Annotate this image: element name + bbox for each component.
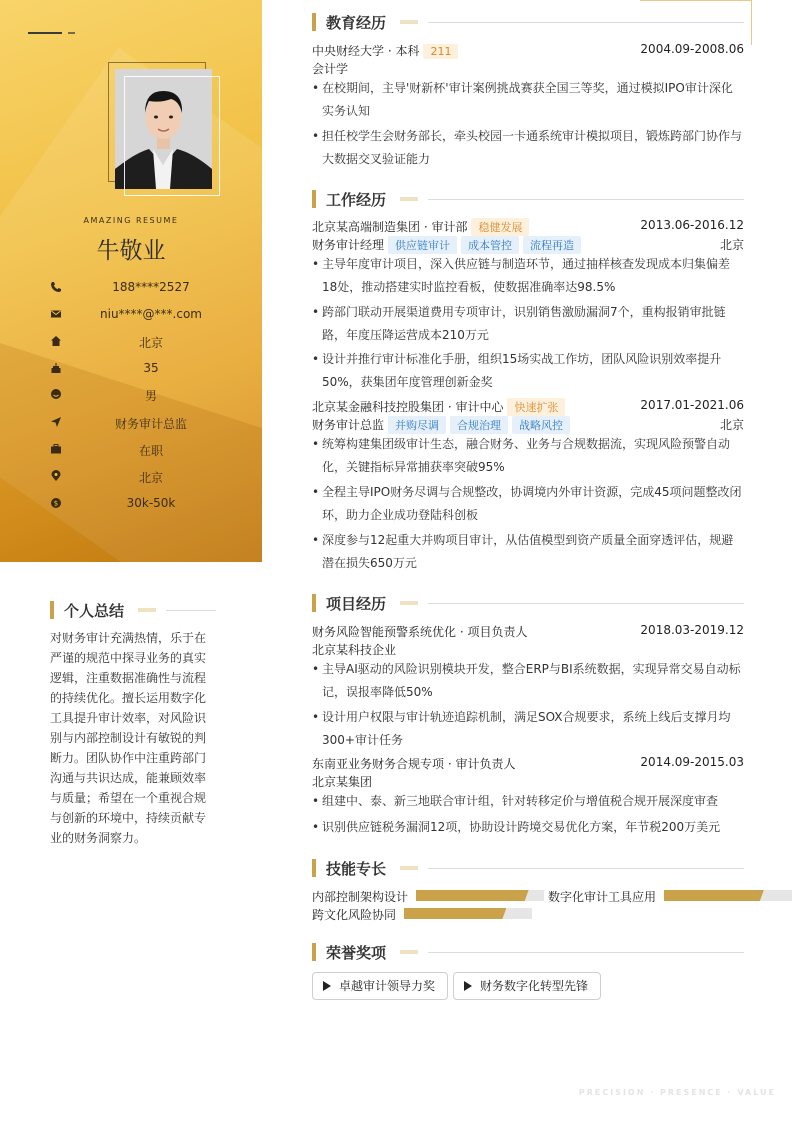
section-accent-bar (312, 594, 316, 612)
section-title: 教育经历 (326, 14, 387, 32)
project-org-row (312, 773, 744, 791)
section-accent-bar (312, 13, 316, 31)
job-city: 北京 (719, 238, 744, 252)
awards-section-header (312, 943, 744, 963)
smile-icon (50, 388, 62, 400)
info-text: niu****@***.com (100, 307, 202, 321)
project-org: 北京某集团 (312, 775, 373, 789)
candidate-name: 牛敬业 (96, 238, 166, 264)
phone-icon (50, 281, 62, 293)
projects-section-header (312, 594, 744, 614)
skill-level-bar (416, 890, 544, 901)
skill-tag: 流程再造 (523, 236, 581, 254)
job-bullet: • 设计并推行审计标准化手册，组织15场实战工作坊，团队风险识别效率提升50%，获集团年度管理创新金奖 (312, 352, 722, 389)
job-bullet: • 统筹构建集团级审计生态，融合财务、业务与合规数据流，实现风险预警自动化，关键指标异常捕获率突破95% (312, 437, 731, 474)
skill-level-bar (404, 908, 532, 919)
section-decoration (400, 601, 418, 605)
info-text: 北京 (138, 471, 163, 485)
info-phone (50, 278, 230, 298)
send-icon (50, 416, 62, 428)
job-bullet: • 全程主导IPO财务尽调与合规整改，协调境内外审计资源，完成45项问题整改闭环，助力企业成功登陆科创板 (312, 485, 742, 522)
section-rule (428, 603, 744, 604)
info-text: 30k-50k (126, 496, 176, 510)
info-text: 北京 (138, 336, 163, 350)
section-decoration (400, 197, 418, 201)
education-major-row (312, 60, 744, 78)
play-icon (464, 981, 472, 991)
info-text: 35 (143, 361, 159, 375)
section-title: 技能专长 (326, 860, 387, 878)
skill-level-fill (416, 890, 529, 901)
major: 会计学 (312, 62, 349, 76)
location-icon (50, 470, 62, 482)
home-icon (50, 335, 62, 347)
job-date: 2013.06-2016.12 (640, 218, 744, 232)
company-name: 北京某高端制造集团 · 审计部 (312, 220, 468, 234)
job-title-row (312, 416, 744, 434)
education-row (312, 42, 744, 60)
job-company-row (312, 218, 744, 236)
info-salary (50, 494, 230, 514)
project-date: 2018.03-2019.12 (640, 623, 744, 637)
skill-level-fill (404, 908, 506, 919)
svg-text:$: $ (53, 499, 59, 508)
info-text: 188****2527 (112, 280, 190, 294)
section-title: 项目经历 (326, 595, 387, 613)
cake-icon (50, 362, 62, 374)
info-location (50, 467, 230, 487)
section-decoration (138, 608, 156, 612)
school-name: 中央财经大学 · 本科 (312, 44, 420, 58)
money-icon (50, 497, 62, 509)
project-bullet: • 主导AI驱动的风险识别模块开发，整合ERP与BI系统数据，实现异常交易自动标记，误报率降低50% (312, 662, 741, 699)
company-tag: 稳健发展 (471, 218, 529, 236)
project-name: 东南亚业务财务合规专项 · 审计负责人 (312, 757, 516, 771)
education-date: 2004.09-2008.06 (640, 42, 744, 56)
project-name: 财务风险智能预警系统优化 · 项目负责人 (312, 625, 528, 639)
project-org: 北京某科技企业 (312, 643, 397, 657)
info-text: 在职 (138, 444, 163, 458)
award-label: 财务数字化转型先锋 (480, 979, 589, 993)
award-badge (312, 972, 448, 1000)
section-decoration (400, 950, 418, 954)
job-company-row (312, 398, 744, 416)
section-decoration (400, 866, 418, 870)
project-bullet: • 组建中、泰、新三地联合审计组，针对转移定价与增值税合规开展深度审查 (312, 794, 719, 808)
award-badge (453, 972, 601, 1000)
skill-tag: 并购尽调 (388, 416, 446, 434)
section-accent-bar (312, 943, 316, 961)
info-age (50, 359, 230, 379)
section-rule (428, 868, 744, 869)
play-icon (323, 981, 331, 991)
briefcase-icon (50, 443, 62, 455)
job-title: 财务审计总监 (312, 418, 385, 432)
education-section-header (312, 13, 744, 33)
section-rule (428, 199, 744, 200)
work-section-header (312, 190, 744, 210)
skill-name: 跨文化风险协同 (312, 908, 397, 922)
section-rule (428, 22, 744, 23)
education-bullet: • 在校期间，主导'财新杯'审计案例挑战赛获全国三等奖，通过模拟IPO审计深化实务认知 (312, 81, 733, 118)
info-position (50, 413, 230, 433)
award-label: 卓越审计领导力奖 (339, 979, 436, 993)
job-title-row (312, 236, 744, 254)
company-tag: 快速扩张 (507, 398, 565, 416)
decorative-line (68, 32, 75, 34)
section-accent-bar (50, 601, 54, 619)
skill-name: 数字化审计工具应用 (548, 890, 657, 904)
job-city: 北京 (719, 418, 744, 432)
skill-name: 内部控制架构设计 (312, 890, 409, 904)
info-text: 男 (144, 389, 157, 403)
job-bullet: • 深度参与12起重大并购项目审计，从估值模型到资产质量全面穿透评估，规避潜在损失650万元 (312, 533, 734, 570)
skill-tag: 合规治理 (450, 416, 508, 434)
profile-panel (0, 0, 262, 562)
job-bullet: • 跨部门联动开展渠道费用专项审计，识别销售激励漏洞7个，重构报销审批链路，年度压降运营成本210万元 (312, 305, 726, 342)
summary-text: 对财务审计充满热情，乐于在严谨的规范中探寻业务的真实逻辑，注重数据准确性与流程的持续优化。擅长运用数字化工具提升审计效率，对风险识别与内部控制设计有敏锐的判断力。团队协作中注重跨部门沟通与共识达成，能兼顾效率与质量；希望在一个重视合规与创新的环境中，持续贡献专业的财务洞察力。 (50, 631, 207, 845)
skill-tag: 供应链审计 (388, 236, 457, 254)
photo-frame (124, 76, 220, 196)
project-bullet: • 识别供应链税务漏洞12项，协助设计跨境交易优化方案，年节税200万美元 (312, 820, 721, 834)
skill-level-bar (664, 890, 792, 901)
summary-section-header (50, 601, 216, 621)
info-status (50, 440, 230, 460)
info-home (50, 332, 230, 352)
project-date: 2014.09-2015.03 (640, 755, 744, 769)
skill-tag: 成本管控 (461, 236, 519, 254)
footer-motto: PRECISION · PRESENCE · VALUE (578, 1088, 776, 1097)
company-name: 北京某金融科技控股集团 · 审计中心 (312, 400, 504, 414)
project-bullet: • 设计用户权限与审计轨迹追踪机制，满足SOX合规要求，系统上线后支撑月均300+审计任务 (312, 710, 731, 747)
skills-section-header (312, 859, 744, 879)
section-title: 工作经历 (326, 191, 387, 209)
skill-level-fill (664, 890, 764, 901)
section-rule (166, 610, 216, 611)
project-row (312, 755, 744, 773)
job-bullet: • 主导年度审计项目，深入供应链与制造环节，通过抽样核查发现成本归集偏差18处，推动搭建实时监控看板，使数据准确率达98.5% (312, 257, 731, 294)
project-row (312, 623, 744, 641)
email-icon (50, 308, 62, 320)
info-text: 财务审计总监 (114, 417, 187, 431)
section-rule (428, 952, 744, 953)
section-title: 个人总结 (64, 602, 125, 620)
decorative-line (28, 32, 62, 34)
section-decoration (400, 20, 418, 24)
section-accent-bar (312, 859, 316, 877)
skill-tag: 战略风控 (512, 416, 570, 434)
school-tag: 211 (423, 44, 458, 59)
project-org-row (312, 641, 744, 659)
job-date: 2017.01-2021.06 (640, 398, 744, 412)
resume-tagline: AMAZING RESUME (83, 216, 179, 225)
section-title: 荣誉奖项 (326, 944, 387, 962)
info-gender (50, 385, 230, 405)
education-bullet: • 担任校学生会财务部长，牵头校园一卡通系统审计模拟项目，锻炼跨部门协作与大数据交叉验证能力 (312, 129, 743, 166)
section-accent-bar (312, 190, 316, 208)
job-title: 财务审计经理 (312, 238, 385, 252)
info-email (50, 305, 230, 325)
